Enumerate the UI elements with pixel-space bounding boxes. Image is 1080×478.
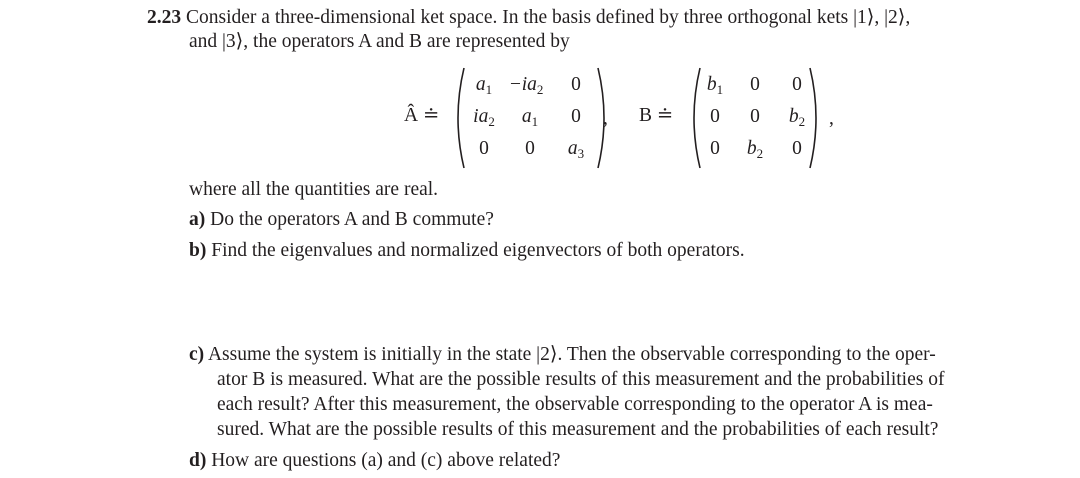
part-d-label: d): [189, 450, 207, 471]
part-d-text: How are questions (a) and (c) above related?: [211, 450, 561, 471]
part-c-line4: sured. What are the possible results of this measurement and the probabilities of each result?: [217, 419, 939, 440]
after-matrices-text: where all the quantities are real.: [189, 179, 439, 200]
part-c-line1: Assume the system is initially in the state |2⟩. Then the observable corresponding to the oper-: [207, 344, 936, 365]
problem-intro-line1: Consider a three-dimensional ket space. In the basis defined by three orthogonal kets |1⟩, |2⟩,: [186, 7, 911, 28]
matrix-a-cell: $ia_2$: [473, 106, 495, 129]
matrix-a-cell: 0: [525, 138, 535, 159]
matrix-a-cell: 0: [571, 106, 581, 127]
part-b: [189, 239, 745, 263]
part-d: [189, 449, 560, 473]
matrix-separator-comma: ,: [603, 108, 608, 129]
matrix-b-cell: 0: [792, 138, 802, 159]
matrix-b-cell: $b_2$: [746, 138, 764, 161]
matrix-b-cell: 0: [710, 106, 720, 127]
matrix-end-comma: ,: [829, 108, 834, 129]
matrix-b-cell: 0: [750, 74, 760, 95]
matrix-a-cell: $a_1$: [521, 106, 539, 129]
matrix-a-cell: 0: [571, 74, 581, 95]
matrix-a-cell: $-ia_2$: [508, 74, 544, 97]
matrix-a-grid: [462, 70, 602, 170]
part-c-line2: ator B is measured. What are the possible results of this measurement and the probabilities of: [217, 369, 945, 390]
part-b-label: b): [189, 240, 207, 261]
problem-header: [147, 6, 910, 30]
problem-intro-line2: and |3⟩, the operators A and B are represented by: [189, 31, 570, 52]
part-a-text: Do the operators A and B commute?: [210, 209, 494, 230]
problem-number: 2.23: [147, 7, 182, 28]
matrix-b-cell: 0: [792, 74, 802, 95]
matrix-b-cell: 0: [750, 106, 760, 127]
matrix-b-label: B ≐: [639, 105, 674, 126]
matrix-b-cell: 0: [710, 138, 720, 159]
part-c-line3: each result? After this measurement, the observable corresponding to the operator A is mea-: [217, 394, 933, 415]
part-b-text: Find the eigenvalues and normalized eigenvectors of both operators.: [211, 240, 745, 261]
part-c-label: c): [189, 344, 205, 365]
matrix-a-cell: $a_1$: [475, 74, 493, 97]
part-a-label: a): [189, 209, 206, 230]
matrix-b-cell: $b_1$: [706, 74, 724, 97]
matrix-a-label: Â ≐: [404, 105, 440, 126]
part-a: [189, 208, 494, 232]
matrix-b-grid: [693, 70, 823, 170]
matrix-b-cell: $b_2$: [788, 106, 806, 129]
matrix-a-cell: $a_3$: [567, 138, 585, 161]
part-c: [189, 343, 936, 367]
matrix-a-cell: 0: [479, 138, 489, 159]
